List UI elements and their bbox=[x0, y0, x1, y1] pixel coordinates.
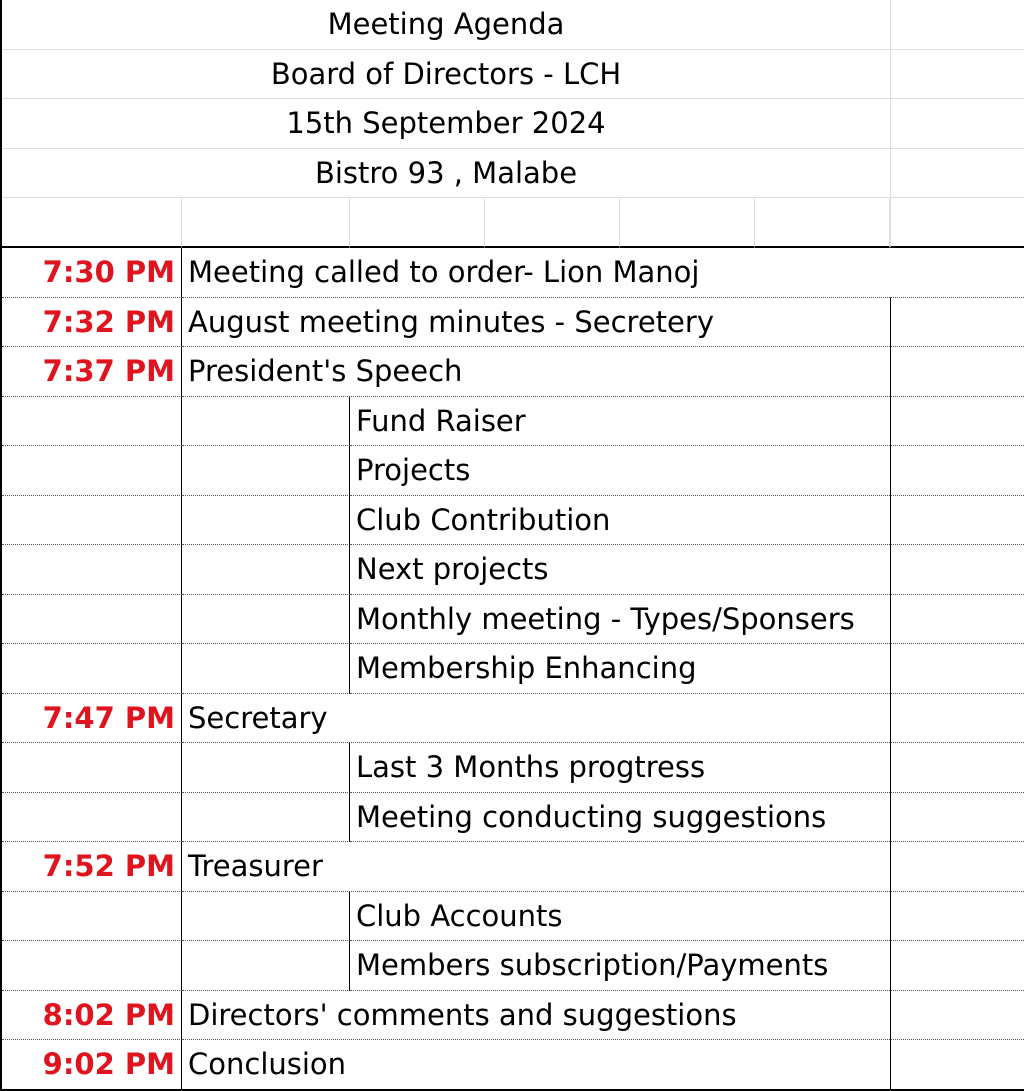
agenda-row bbox=[2, 1040, 1024, 1090]
agenda-time[interactable] bbox=[2, 644, 182, 694]
agenda-time[interactable] bbox=[2, 397, 182, 447]
agenda-time[interactable] bbox=[2, 496, 182, 546]
empty-cell[interactable] bbox=[890, 1040, 1024, 1090]
agenda-time[interactable]: 9:02 PM bbox=[2, 1040, 182, 1090]
empty-cell[interactable] bbox=[890, 496, 1024, 546]
header-row-title bbox=[2, 0, 1024, 50]
header-row-venue bbox=[2, 149, 1024, 199]
agenda-time[interactable] bbox=[2, 892, 182, 942]
empty-cell[interactable] bbox=[890, 793, 1024, 843]
agenda-subrow bbox=[2, 892, 1024, 942]
agenda-subitem[interactable]: Projects bbox=[350, 446, 890, 496]
agenda-time[interactable]: 8:02 PM bbox=[2, 991, 182, 1041]
agenda-row bbox=[2, 694, 1024, 744]
agenda-time[interactable]: 7:30 PM bbox=[2, 248, 182, 298]
agenda-subitem[interactable]: Last 3 Months progtress bbox=[350, 743, 890, 793]
empty-cell[interactable] bbox=[2, 198, 182, 248]
empty-cell[interactable] bbox=[182, 644, 350, 694]
empty-cell[interactable] bbox=[182, 545, 350, 595]
empty-cell[interactable] bbox=[890, 941, 1024, 991]
empty-cell[interactable] bbox=[890, 50, 1024, 100]
empty-cell[interactable] bbox=[890, 0, 1024, 50]
agenda-subrow bbox=[2, 941, 1024, 991]
empty-cell[interactable] bbox=[890, 644, 1024, 694]
empty-cell[interactable] bbox=[890, 545, 1024, 595]
empty-cell[interactable] bbox=[485, 198, 620, 248]
agenda-time[interactable]: 7:47 PM bbox=[2, 694, 182, 744]
agenda-subitem[interactable]: Membership Enhancing bbox=[350, 644, 890, 694]
blank-row bbox=[2, 198, 1024, 248]
empty-cell[interactable] bbox=[890, 595, 1024, 645]
empty-cell[interactable] bbox=[182, 496, 350, 546]
agenda-time[interactable]: 7:32 PM bbox=[2, 298, 182, 348]
agenda-subrow bbox=[2, 644, 1024, 694]
agenda-subitem[interactable]: Fund Raiser bbox=[350, 397, 890, 447]
empty-cell[interactable] bbox=[890, 198, 1024, 248]
empty-cell[interactable] bbox=[890, 99, 1024, 149]
agenda-row bbox=[2, 842, 1024, 892]
empty-cell[interactable] bbox=[890, 248, 1024, 298]
empty-cell[interactable] bbox=[890, 892, 1024, 942]
agenda-time[interactable] bbox=[2, 793, 182, 843]
agenda-row bbox=[2, 991, 1024, 1041]
empty-cell[interactable] bbox=[890, 991, 1024, 1041]
agenda-item[interactable]: Directors' comments and suggestions bbox=[182, 991, 890, 1041]
agenda-time[interactable]: 7:37 PM bbox=[2, 347, 182, 397]
agenda-subitem[interactable]: Members subscription/Payments bbox=[350, 941, 890, 991]
header-row-group bbox=[2, 50, 1024, 100]
empty-cell[interactable] bbox=[182, 397, 350, 447]
empty-cell[interactable] bbox=[182, 743, 350, 793]
agenda-time[interactable]: 7:52 PM bbox=[2, 842, 182, 892]
agenda-subrow bbox=[2, 595, 1024, 645]
empty-cell[interactable] bbox=[890, 694, 1024, 744]
agenda-subrow bbox=[2, 446, 1024, 496]
agenda-subitem[interactable]: Club Contribution bbox=[350, 496, 890, 546]
agenda-subrow bbox=[2, 793, 1024, 843]
empty-cell[interactable] bbox=[182, 941, 350, 991]
agenda-subrow bbox=[2, 397, 1024, 447]
agenda-time[interactable] bbox=[2, 743, 182, 793]
agenda-item[interactable]: August meeting minutes - Secretery bbox=[182, 298, 890, 348]
agenda-item[interactable]: President's Speech bbox=[182, 347, 890, 397]
empty-cell[interactable] bbox=[182, 892, 350, 942]
empty-cell[interactable] bbox=[620, 198, 755, 248]
board-name[interactable]: Board of Directors - LCH bbox=[2, 50, 890, 100]
empty-cell[interactable] bbox=[890, 149, 1024, 199]
agenda-subitem[interactable]: Club Accounts bbox=[350, 892, 890, 942]
agenda-subitem[interactable]: Next projects bbox=[350, 545, 890, 595]
agenda-row bbox=[2, 347, 1024, 397]
empty-cell[interactable] bbox=[182, 446, 350, 496]
empty-cell[interactable] bbox=[890, 842, 1024, 892]
agenda-item[interactable]: Conclusion bbox=[188, 1047, 347, 1081]
empty-cell[interactable] bbox=[890, 446, 1024, 496]
empty-cell[interactable] bbox=[182, 595, 350, 645]
agenda-row bbox=[2, 248, 1024, 298]
empty-cell[interactable] bbox=[350, 198, 485, 248]
agenda-item[interactable]: Meeting called to order- Lion Manoj bbox=[182, 248, 890, 298]
header-row-date bbox=[2, 99, 1024, 149]
agenda-time[interactable] bbox=[2, 545, 182, 595]
agenda-subitem[interactable]: Meeting conducting suggestions bbox=[350, 793, 890, 843]
agenda-time[interactable] bbox=[2, 941, 182, 991]
page-title[interactable]: Meeting Agenda bbox=[2, 0, 890, 50]
empty-cell[interactable] bbox=[890, 743, 1024, 793]
agenda-subrow bbox=[2, 496, 1024, 546]
empty-cell[interactable] bbox=[890, 347, 1024, 397]
agenda-subitem[interactable]: Monthly meeting - Types/Sponsers bbox=[350, 595, 890, 645]
empty-cell[interactable] bbox=[890, 298, 1024, 348]
agenda-item[interactable]: Treasurer bbox=[182, 842, 890, 892]
empty-cell[interactable] bbox=[755, 198, 890, 248]
agenda-subrow bbox=[2, 743, 1024, 793]
agenda-item[interactable]: Secretary bbox=[182, 694, 890, 744]
agenda-row bbox=[2, 298, 1024, 348]
meeting-date[interactable]: 15th September 2024 bbox=[2, 99, 890, 149]
empty-cell[interactable] bbox=[182, 198, 350, 248]
meeting-venue[interactable]: Bistro 93 , Malabe bbox=[2, 149, 890, 199]
empty-cell[interactable] bbox=[890, 397, 1024, 447]
agenda-time[interactable] bbox=[2, 446, 182, 496]
agenda-subrow bbox=[2, 545, 1024, 595]
agenda-time[interactable] bbox=[2, 595, 182, 645]
empty-cell[interactable] bbox=[182, 793, 350, 843]
